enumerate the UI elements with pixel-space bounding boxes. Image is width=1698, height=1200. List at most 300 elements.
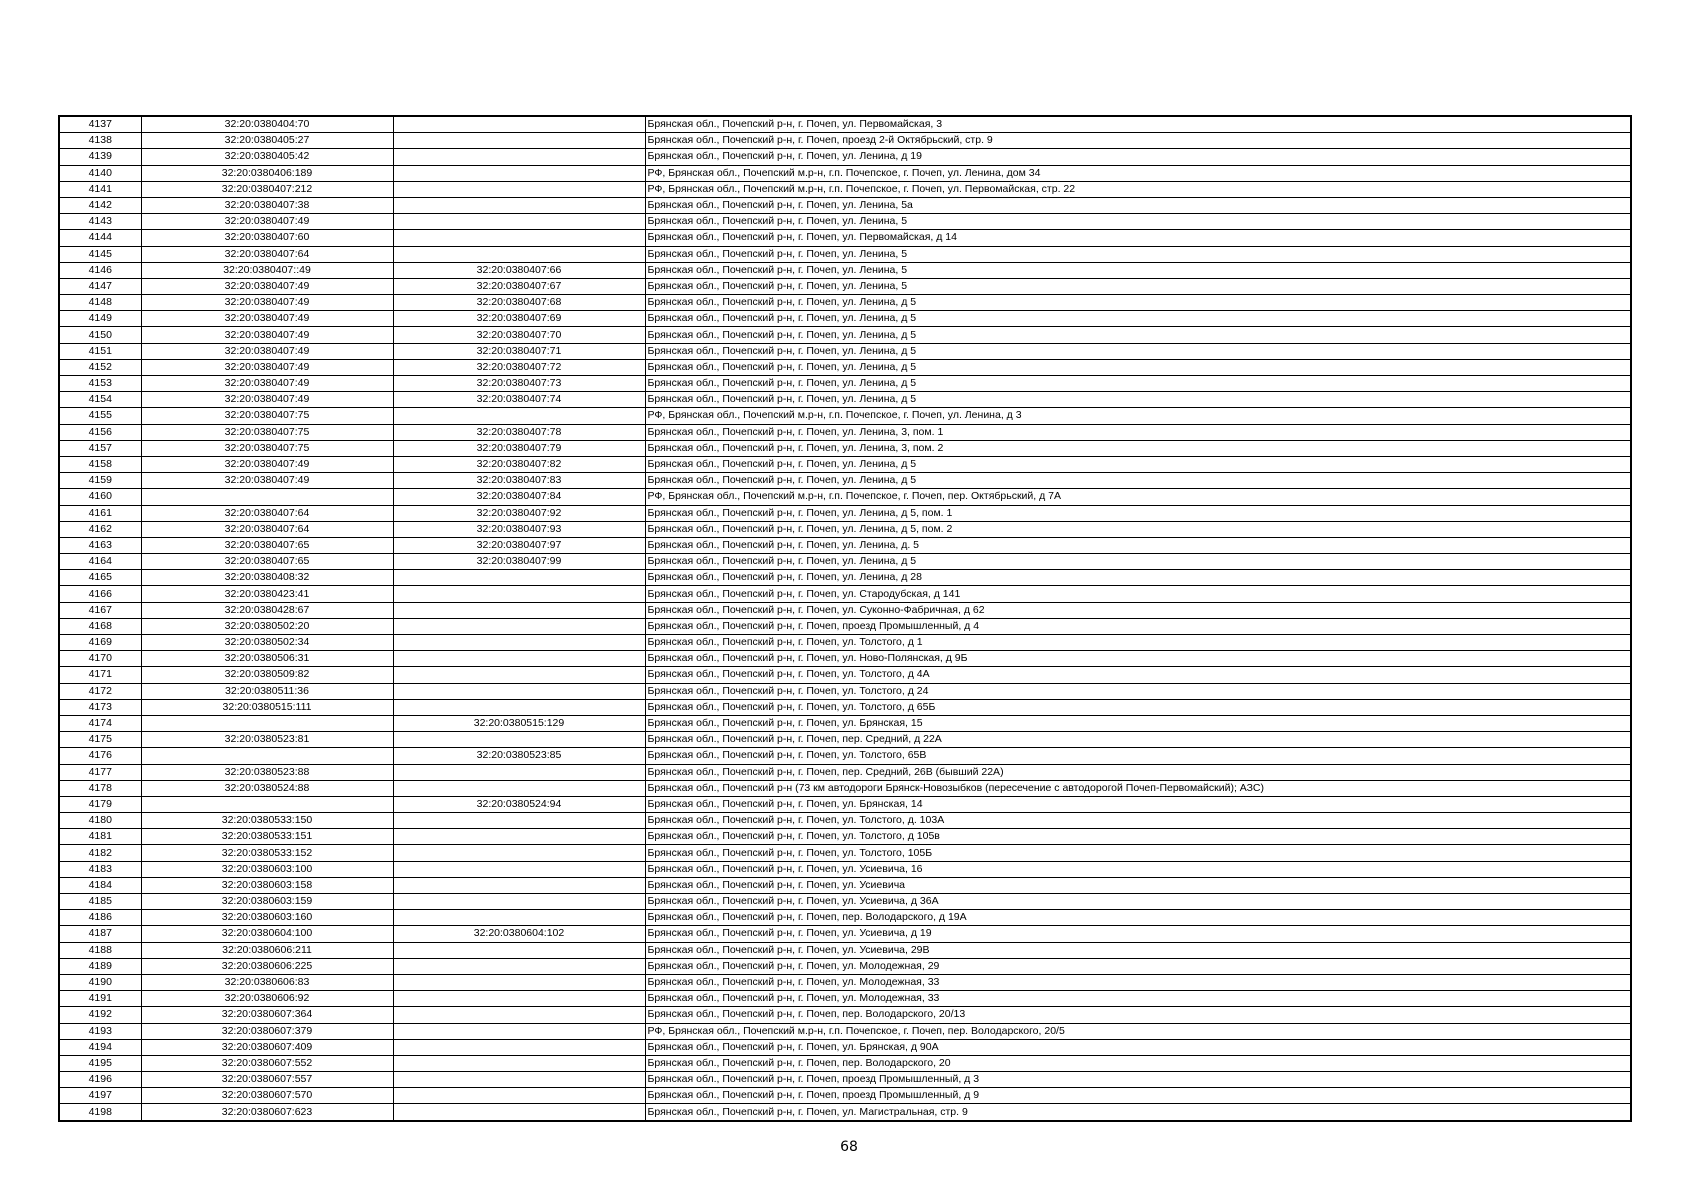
row-number-cell: 4163 xyxy=(59,537,141,553)
table-row xyxy=(59,181,1631,197)
related-cadastral-number-cell xyxy=(393,602,645,618)
related-cadastral-number-cell xyxy=(393,635,645,651)
related-cadastral-number-cell xyxy=(393,214,645,230)
cadastral-number-cell: 32:20:0380523:88 xyxy=(141,764,393,780)
related-cadastral-number-cell xyxy=(393,197,645,213)
cadastral-number-cell xyxy=(141,796,393,812)
address-cell: Брянская обл., Почепский р-н, г. Почеп, ул. Магистральная, стр. 9 xyxy=(645,1104,1631,1121)
related-cadastral-number-cell xyxy=(393,651,645,667)
cadastral-number-cell: 32:20:0380523:81 xyxy=(141,732,393,748)
address-cell: Брянская обл., Почепский р-н, г. Почеп, ул. Брянская, 14 xyxy=(645,796,1631,812)
table-row xyxy=(59,278,1631,294)
row-number-cell: 4164 xyxy=(59,554,141,570)
address-cell: Брянская обл., Почепский р-н, г. Почеп, ул. Усиевича, 29В xyxy=(645,942,1631,958)
row-number-cell: 4181 xyxy=(59,829,141,845)
cadastral-number-cell: 32:20:0380502:20 xyxy=(141,618,393,634)
table-row xyxy=(59,715,1631,731)
address-cell: Брянская обл., Почепский р-н, г. Почеп, ул. Ленина, 3, пом. 2 xyxy=(645,440,1631,456)
related-cadastral-number-cell xyxy=(393,181,645,197)
related-cadastral-number-cell xyxy=(393,974,645,990)
row-number-cell: 4144 xyxy=(59,230,141,246)
cadastral-number-cell: 32:20:0380407:64 xyxy=(141,246,393,262)
related-cadastral-number-cell xyxy=(393,958,645,974)
address-cell: РФ, Брянская обл., Почепский м.р-н, г.п. Почепское, г. Почеп, ул. Ленина, дом 34 xyxy=(645,165,1631,181)
cadastral-number-cell: 32:20:0380524:88 xyxy=(141,780,393,796)
table-row xyxy=(59,942,1631,958)
related-cadastral-number-cell xyxy=(393,861,645,877)
related-cadastral-number-cell xyxy=(393,586,645,602)
cadastral-number-cell: 32:20:0380407:65 xyxy=(141,537,393,553)
address-cell: Брянская обл., Почепский р-н, г. Почеп, ул. Ленина, д 5 xyxy=(645,392,1631,408)
cadastral-number-cell: 32:20:0380606:225 xyxy=(141,958,393,974)
related-cadastral-number-cell: 32:20:0380407:93 xyxy=(393,521,645,537)
row-number-cell: 4168 xyxy=(59,618,141,634)
cadastral-number-cell: 32:20:0380604:100 xyxy=(141,926,393,942)
row-number-cell: 4143 xyxy=(59,214,141,230)
related-cadastral-number-cell: 32:20:0380407:99 xyxy=(393,554,645,570)
cadastral-number-cell: 32:20:0380506:31 xyxy=(141,651,393,667)
cadastral-table xyxy=(58,115,1632,1122)
related-cadastral-number-cell: 32:20:0380407:74 xyxy=(393,392,645,408)
cadastral-number-cell xyxy=(141,489,393,505)
row-number-cell: 4195 xyxy=(59,1055,141,1071)
table-row xyxy=(59,133,1631,149)
address-cell: Брянская обл., Почепский р-н, г. Почеп, проезд 2-й Октябрьский, стр. 9 xyxy=(645,133,1631,149)
table-row xyxy=(59,618,1631,634)
related-cadastral-number-cell xyxy=(393,149,645,165)
related-cadastral-number-cell xyxy=(393,910,645,926)
table-row xyxy=(59,829,1631,845)
address-cell: Брянская обл., Почепский р-н, г. Почеп, ул. Ленина, д 19 xyxy=(645,149,1631,165)
related-cadastral-number-cell: 32:20:0380407:82 xyxy=(393,456,645,472)
related-cadastral-number-cell xyxy=(393,133,645,149)
address-cell: Брянская обл., Почепский р-н, г. Почеп, ул. Ленина, д 5 xyxy=(645,327,1631,343)
cadastral-number-cell: 32:20:0380407:49 xyxy=(141,473,393,489)
row-number-cell: 4180 xyxy=(59,813,141,829)
related-cadastral-number-cell: 32:20:0380407:69 xyxy=(393,311,645,327)
cadastral-number-cell: 32:20:0380607:409 xyxy=(141,1039,393,1055)
table-row xyxy=(59,1039,1631,1055)
address-cell: Брянская обл., Почепский р-н, г. Почеп, ул. Ленина, 5 xyxy=(645,262,1631,278)
address-cell: Брянская обл., Почепский р-н, г. Почеп, ул. Ленина, д 5 xyxy=(645,343,1631,359)
address-cell: Брянская обл., Почепский р-н, г. Почеп, ул. Толстого, д 24 xyxy=(645,683,1631,699)
address-cell: Брянская обл., Почепский р-н, г. Почеп, ул. Толстого, д 65Б xyxy=(645,699,1631,715)
related-cadastral-number-cell: 32:20:0380407:97 xyxy=(393,537,645,553)
row-number-cell: 4172 xyxy=(59,683,141,699)
row-number-cell: 4155 xyxy=(59,408,141,424)
table-row xyxy=(59,748,1631,764)
address-cell: РФ, Брянская обл., Почепский м.р-н, г.п. Почепское, г. Почеп, ул. Первомайская, стр. 22 xyxy=(645,181,1631,197)
address-cell: Брянская обл., Почепский р-н, г. Почеп, проезд Промышленный, д 9 xyxy=(645,1088,1631,1104)
row-number-cell: 4178 xyxy=(59,780,141,796)
table-row xyxy=(59,699,1631,715)
cadastral-number-cell: 32:20:0380407:49 xyxy=(141,327,393,343)
related-cadastral-number-cell xyxy=(393,1088,645,1104)
table-row xyxy=(59,570,1631,586)
row-number-cell: 4192 xyxy=(59,1007,141,1023)
cadastral-number-cell: 32:20:0380533:150 xyxy=(141,813,393,829)
table-row xyxy=(59,764,1631,780)
cadastral-number-cell: 32:20:0380607:557 xyxy=(141,1072,393,1088)
related-cadastral-number-cell xyxy=(393,246,645,262)
row-number-cell: 4150 xyxy=(59,327,141,343)
address-cell: Брянская обл., Почепский р-н, г. Почеп, ул. Ленина, д 5 xyxy=(645,456,1631,472)
table-row xyxy=(59,392,1631,408)
address-cell: Брянская обл., Почепский р-н, г. Почеп, проезд Промышленный, д 4 xyxy=(645,618,1631,634)
address-cell: Брянская обл., Почепский р-н, г. Почеп, ул. Толстого, д 1 xyxy=(645,635,1631,651)
row-number-cell: 4140 xyxy=(59,165,141,181)
address-cell: Брянская обл., Почепский р-н, г. Почеп, ул. Брянская, д 90А xyxy=(645,1039,1631,1055)
cadastral-number-cell: 32:20:0380533:152 xyxy=(141,845,393,861)
related-cadastral-number-cell: 32:20:0380524:94 xyxy=(393,796,645,812)
cadastral-number-cell: 32:20:0380428:67 xyxy=(141,602,393,618)
cadastral-number-cell: 32:20:0380406:189 xyxy=(141,165,393,181)
row-number-cell: 4171 xyxy=(59,667,141,683)
related-cadastral-number-cell xyxy=(393,570,645,586)
row-number-cell: 4153 xyxy=(59,376,141,392)
row-number-cell: 4198 xyxy=(59,1104,141,1121)
address-cell: Брянская обл., Почепский р-н (73 км автодороги Брянск-Новозыбков (пересечение с автодорогой Почеп-Первомайский); АЗС) xyxy=(645,780,1631,796)
cadastral-number-cell: 32:20:0380405:42 xyxy=(141,149,393,165)
cadastral-number-cell: 32:20:0380511:36 xyxy=(141,683,393,699)
address-cell: Брянская обл., Почепский р-н, г. Почеп, ул. Ленина, 5а xyxy=(645,197,1631,213)
row-number-cell: 4159 xyxy=(59,473,141,489)
table-row xyxy=(59,554,1631,570)
table-row xyxy=(59,1007,1631,1023)
related-cadastral-number-cell xyxy=(393,408,645,424)
address-cell: Брянская обл., Почепский р-н, г. Почеп, пер. Володарского, 20 xyxy=(645,1055,1631,1071)
related-cadastral-number-cell: 32:20:0380515:129 xyxy=(393,715,645,731)
related-cadastral-number-cell xyxy=(393,230,645,246)
address-cell: Брянская обл., Почепский р-н, г. Почеп, ул. Ленина, д 5 xyxy=(645,376,1631,392)
cadastral-number-cell: 32:20:0380407::49 xyxy=(141,262,393,278)
cadastral-number-cell: 32:20:0380407:49 xyxy=(141,392,393,408)
related-cadastral-number-cell xyxy=(393,1104,645,1121)
related-cadastral-number-cell xyxy=(393,877,645,893)
related-cadastral-number-cell xyxy=(393,165,645,181)
row-number-cell: 4151 xyxy=(59,343,141,359)
cadastral-number-cell: 32:20:0380423:41 xyxy=(141,586,393,602)
row-number-cell: 4183 xyxy=(59,861,141,877)
related-cadastral-number-cell: 32:20:0380407:84 xyxy=(393,489,645,505)
address-cell: Брянская обл., Почепский р-н, г. Почеп, пер. Володарского, д 19А xyxy=(645,910,1631,926)
cadastral-number-cell: 32:20:0380407:38 xyxy=(141,197,393,213)
address-cell: Брянская обл., Почепский р-н, г. Почеп, ул. Толстого, 65В xyxy=(645,748,1631,764)
related-cadastral-number-cell: 32:20:0380407:73 xyxy=(393,376,645,392)
cadastral-number-cell: 32:20:0380407:64 xyxy=(141,521,393,537)
cadastral-number-cell: 32:20:0380509:82 xyxy=(141,667,393,683)
table-row xyxy=(59,1104,1631,1121)
address-cell: Брянская обл., Почепский р-н, г. Почеп, ул. Ленина, 5 xyxy=(645,246,1631,262)
cadastral-number-cell: 32:20:0380603:160 xyxy=(141,910,393,926)
table-row xyxy=(59,440,1631,456)
address-cell: РФ, Брянская обл., Почепский м.р-н, г.п. Почепское, г. Почеп, ул. Ленина, д 3 xyxy=(645,408,1631,424)
related-cadastral-number-cell xyxy=(393,683,645,699)
table-row xyxy=(59,894,1631,910)
cadastral-number-cell xyxy=(141,715,393,731)
address-cell: Брянская обл., Почепский р-н, г. Почеп, пер. Средний, д 22А xyxy=(645,732,1631,748)
row-number-cell: 4148 xyxy=(59,295,141,311)
cadastral-number-cell: 32:20:0380407:75 xyxy=(141,408,393,424)
cadastral-number-cell: 32:20:0380607:552 xyxy=(141,1055,393,1071)
address-cell: Брянская обл., Почепский р-н, г. Почеп, ул. Молодежная, 33 xyxy=(645,991,1631,1007)
table-row xyxy=(59,197,1631,213)
row-number-cell: 4189 xyxy=(59,958,141,974)
table-row xyxy=(59,359,1631,375)
table-row xyxy=(59,456,1631,472)
related-cadastral-number-cell xyxy=(393,942,645,958)
address-cell: Брянская обл., Почепский р-н, г. Почеп, ул. Ленина, д 5 xyxy=(645,473,1631,489)
table-row xyxy=(59,311,1631,327)
row-number-cell: 4154 xyxy=(59,392,141,408)
table-body xyxy=(59,116,1631,1121)
table-row xyxy=(59,1072,1631,1088)
address-cell: Брянская обл., Почепский р-н, г. Почеп, ул. Усиевича xyxy=(645,877,1631,893)
row-number-cell: 4165 xyxy=(59,570,141,586)
cadastral-number-cell: 32:20:0380404:70 xyxy=(141,116,393,133)
address-cell: Брянская обл., Почепский р-н, г. Почеп, ул. Молодежная, 29 xyxy=(645,958,1631,974)
cadastral-number-cell: 32:20:0380606:83 xyxy=(141,974,393,990)
row-number-cell: 4152 xyxy=(59,359,141,375)
row-number-cell: 4191 xyxy=(59,991,141,1007)
table-row xyxy=(59,861,1631,877)
related-cadastral-number-cell: 32:20:0380407:71 xyxy=(393,343,645,359)
table-row xyxy=(59,926,1631,942)
address-cell: Брянская обл., Почепский р-н, г. Почеп, ул. Усиевича, 16 xyxy=(645,861,1631,877)
table-row xyxy=(59,473,1631,489)
related-cadastral-number-cell xyxy=(393,780,645,796)
table-row xyxy=(59,327,1631,343)
cadastral-number-cell: 32:20:0380606:92 xyxy=(141,991,393,1007)
related-cadastral-number-cell xyxy=(393,667,645,683)
address-cell: Брянская обл., Почепский р-н, г. Почеп, ул. Молодежная, 33 xyxy=(645,974,1631,990)
cadastral-number-cell: 32:20:0380407:49 xyxy=(141,456,393,472)
address-cell: РФ, Брянская обл., Почепский м.р-н, г.п. Почепское, г. Почеп, пер. Володарского, 20/5 xyxy=(645,1023,1631,1039)
row-number-cell: 4194 xyxy=(59,1039,141,1055)
address-cell: Брянская обл., Почепский р-н, г. Почеп, ул. Усиевича, д 19 xyxy=(645,926,1631,942)
row-number-cell: 4139 xyxy=(59,149,141,165)
address-cell: Брянская обл., Почепский р-н, г. Почеп, проезд Промышленный, д 3 xyxy=(645,1072,1631,1088)
related-cadastral-number-cell: 32:20:0380407:92 xyxy=(393,505,645,521)
related-cadastral-number-cell xyxy=(393,1055,645,1071)
row-number-cell: 4158 xyxy=(59,456,141,472)
related-cadastral-number-cell: 32:20:0380407:78 xyxy=(393,424,645,440)
address-cell: Брянская обл., Почепский р-н, г. Почеп, ул. Ленина, д 5 xyxy=(645,311,1631,327)
related-cadastral-number-cell xyxy=(393,1007,645,1023)
table-row xyxy=(59,910,1631,926)
table-row xyxy=(59,343,1631,359)
table-row xyxy=(59,602,1631,618)
address-cell: Брянская обл., Почепский р-н, г. Почеп, ул. Суконно-Фабричная, д 62 xyxy=(645,602,1631,618)
address-cell: Брянская обл., Почепский р-н, г. Почеп, ул. Ленина, д 5, пом. 1 xyxy=(645,505,1631,521)
row-number-cell: 4141 xyxy=(59,181,141,197)
cadastral-number-cell: 32:20:0380607:623 xyxy=(141,1104,393,1121)
related-cadastral-number-cell: 32:20:0380407:83 xyxy=(393,473,645,489)
cadastral-number-cell: 32:20:0380407:49 xyxy=(141,359,393,375)
row-number-cell: 4176 xyxy=(59,748,141,764)
table-row xyxy=(59,1088,1631,1104)
table-row xyxy=(59,635,1631,651)
address-cell: Брянская обл., Почепский р-н, г. Почеп, ул. Толстого, 105Б xyxy=(645,845,1631,861)
related-cadastral-number-cell: 32:20:0380407:66 xyxy=(393,262,645,278)
cadastral-number-cell: 32:20:0380407:64 xyxy=(141,505,393,521)
address-cell: Брянская обл., Почепский р-н, г. Почеп, ул. Первомайская, 3 xyxy=(645,116,1631,133)
address-cell: РФ, Брянская обл., Почепский м.р-н, г.п. Почепское, г. Почеп, пер. Октябрьский, д 7А xyxy=(645,489,1631,505)
address-cell: Брянская обл., Почепский р-н, г. Почеп, ул. Толстого, д 4А xyxy=(645,667,1631,683)
table-row xyxy=(59,991,1631,1007)
cadastral-number-cell: 32:20:0380405:27 xyxy=(141,133,393,149)
row-number-cell: 4190 xyxy=(59,974,141,990)
table-row xyxy=(59,1023,1631,1039)
row-number-cell: 4173 xyxy=(59,699,141,715)
table-row xyxy=(59,521,1631,537)
row-number-cell: 4170 xyxy=(59,651,141,667)
address-cell: Брянская обл., Почепский р-н, г. Почеп, ул. Ново-Полянская, д 9Б xyxy=(645,651,1631,667)
cadastral-number-cell: 32:20:0380407:49 xyxy=(141,214,393,230)
row-number-cell: 4193 xyxy=(59,1023,141,1039)
table-row xyxy=(59,165,1631,181)
table-row xyxy=(59,424,1631,440)
related-cadastral-number-cell xyxy=(393,845,645,861)
table-row xyxy=(59,262,1631,278)
cadastral-number-cell: 32:20:0380607:570 xyxy=(141,1088,393,1104)
table-row xyxy=(59,295,1631,311)
table-row xyxy=(59,537,1631,553)
table-row xyxy=(59,958,1631,974)
table-row xyxy=(59,116,1631,133)
cadastral-number-cell: 32:20:0380407:49 xyxy=(141,343,393,359)
cadastral-number-cell: 32:20:0380408:32 xyxy=(141,570,393,586)
address-cell: Брянская обл., Почепский р-н, г. Почеп, ул. Толстого, д 105в xyxy=(645,829,1631,845)
address-cell: Брянская обл., Почепский р-н, г. Почеп, ул. Стародубская, д 141 xyxy=(645,586,1631,602)
table-row xyxy=(59,651,1631,667)
table-row xyxy=(59,408,1631,424)
cadastral-number-cell: 32:20:0380407:75 xyxy=(141,440,393,456)
address-cell: Брянская обл., Почепский р-н, г. Почеп, ул. Ленина, д 5 xyxy=(645,359,1631,375)
address-cell: Брянская обл., Почепский р-н, г. Почеп, ул. Ленина, д. 5 xyxy=(645,537,1631,553)
related-cadastral-number-cell: 32:20:0380407:67 xyxy=(393,278,645,294)
cadastral-number-cell: 32:20:0380533:151 xyxy=(141,829,393,845)
table-row xyxy=(59,586,1631,602)
row-number-cell: 4185 xyxy=(59,894,141,910)
row-number-cell: 4137 xyxy=(59,116,141,133)
row-number-cell: 4149 xyxy=(59,311,141,327)
related-cadastral-number-cell xyxy=(393,991,645,1007)
row-number-cell: 4157 xyxy=(59,440,141,456)
related-cadastral-number-cell xyxy=(393,1039,645,1055)
cadastral-number-cell: 32:20:0380407:75 xyxy=(141,424,393,440)
row-number-cell: 4169 xyxy=(59,635,141,651)
cadastral-number-cell: 32:20:0380607:364 xyxy=(141,1007,393,1023)
row-number-cell: 4187 xyxy=(59,926,141,942)
row-number-cell: 4175 xyxy=(59,732,141,748)
cadastral-number-cell: 32:20:0380606:211 xyxy=(141,942,393,958)
table-row xyxy=(59,1055,1631,1071)
related-cadastral-number-cell: 32:20:0380407:79 xyxy=(393,440,645,456)
related-cadastral-number-cell xyxy=(393,1023,645,1039)
row-number-cell: 4161 xyxy=(59,505,141,521)
table-row xyxy=(59,230,1631,246)
row-number-cell: 4138 xyxy=(59,133,141,149)
row-number-cell: 4167 xyxy=(59,602,141,618)
row-number-cell: 4184 xyxy=(59,877,141,893)
row-number-cell: 4145 xyxy=(59,246,141,262)
cadastral-number-cell: 32:20:0380407:49 xyxy=(141,311,393,327)
cadastral-number-cell: 32:20:0380407:49 xyxy=(141,376,393,392)
row-number-cell: 4146 xyxy=(59,262,141,278)
related-cadastral-number-cell xyxy=(393,618,645,634)
cadastral-number-cell: 32:20:0380502:34 xyxy=(141,635,393,651)
row-number-cell: 4142 xyxy=(59,197,141,213)
cadastral-number-cell: 32:20:0380407:60 xyxy=(141,230,393,246)
address-cell: Брянская обл., Почепский р-н, г. Почеп, ул. Брянская, 15 xyxy=(645,715,1631,731)
table-row xyxy=(59,732,1631,748)
related-cadastral-number-cell xyxy=(393,813,645,829)
address-cell: Брянская обл., Почепский р-н, г. Почеп, ул. Ленина, 5 xyxy=(645,214,1631,230)
cadastral-number-cell: 32:20:0380407:65 xyxy=(141,554,393,570)
related-cadastral-number-cell: 32:20:0380407:70 xyxy=(393,327,645,343)
related-cadastral-number-cell xyxy=(393,764,645,780)
address-cell: Брянская обл., Почепский р-н, г. Почеп, ул. Ленина, д 28 xyxy=(645,570,1631,586)
address-cell: Брянская обл., Почепский р-н, г. Почеп, ул. Толстого, д. 103А xyxy=(645,813,1631,829)
cadastral-number-cell: 32:20:0380603:159 xyxy=(141,894,393,910)
related-cadastral-number-cell: 32:20:0380604:102 xyxy=(393,926,645,942)
cadastral-number-cell: 32:20:0380407:49 xyxy=(141,295,393,311)
table-row xyxy=(59,505,1631,521)
row-number-cell: 4162 xyxy=(59,521,141,537)
table-row xyxy=(59,489,1631,505)
row-number-cell: 4177 xyxy=(59,764,141,780)
address-cell: Брянская обл., Почепский р-н, г. Почеп, ул. Первомайская, д 14 xyxy=(645,230,1631,246)
related-cadastral-number-cell: 32:20:0380407:72 xyxy=(393,359,645,375)
table-row xyxy=(59,149,1631,165)
row-number-cell: 4160 xyxy=(59,489,141,505)
page-number: 68 xyxy=(840,1139,858,1155)
row-number-cell: 4156 xyxy=(59,424,141,440)
table-row xyxy=(59,246,1631,262)
address-cell: Брянская обл., Почепский р-н, г. Почеп, ул. Ленина, 3, пом. 1 xyxy=(645,424,1631,440)
related-cadastral-number-cell xyxy=(393,1072,645,1088)
table-row xyxy=(59,974,1631,990)
row-number-cell: 4179 xyxy=(59,796,141,812)
cadastral-number-cell xyxy=(141,748,393,764)
related-cadastral-number-cell xyxy=(393,116,645,133)
related-cadastral-number-cell: 32:20:0380407:68 xyxy=(393,295,645,311)
cadastral-number-cell: 32:20:0380515:111 xyxy=(141,699,393,715)
table-row xyxy=(59,667,1631,683)
address-cell: Брянская обл., Почепский р-н, г. Почеп, ул. Ленина, д 5, пом. 2 xyxy=(645,521,1631,537)
table-row xyxy=(59,877,1631,893)
row-number-cell: 4186 xyxy=(59,910,141,926)
address-cell: Брянская обл., Почепский р-н, г. Почеп, пер. Средний, 26В (бывший 22А) xyxy=(645,764,1631,780)
cadastral-number-cell: 32:20:0380603:158 xyxy=(141,877,393,893)
cadastral-number-cell: 32:20:0380407:212 xyxy=(141,181,393,197)
related-cadastral-number-cell xyxy=(393,829,645,845)
row-number-cell: 4197 xyxy=(59,1088,141,1104)
cadastral-number-cell: 32:20:0380407:49 xyxy=(141,278,393,294)
related-cadastral-number-cell xyxy=(393,699,645,715)
address-cell: Брянская обл., Почепский р-н, г. Почеп, ул. Ленина, 5 xyxy=(645,278,1631,294)
table-row xyxy=(59,845,1631,861)
row-number-cell: 4188 xyxy=(59,942,141,958)
row-number-cell: 4166 xyxy=(59,586,141,602)
table-row xyxy=(59,683,1631,699)
cadastral-number-cell: 32:20:0380603:100 xyxy=(141,861,393,877)
related-cadastral-number-cell: 32:20:0380523:85 xyxy=(393,748,645,764)
related-cadastral-number-cell xyxy=(393,732,645,748)
address-cell: Брянская обл., Почепский р-н, г. Почеп, ул. Усиевича, д 36А xyxy=(645,894,1631,910)
table-row xyxy=(59,813,1631,829)
